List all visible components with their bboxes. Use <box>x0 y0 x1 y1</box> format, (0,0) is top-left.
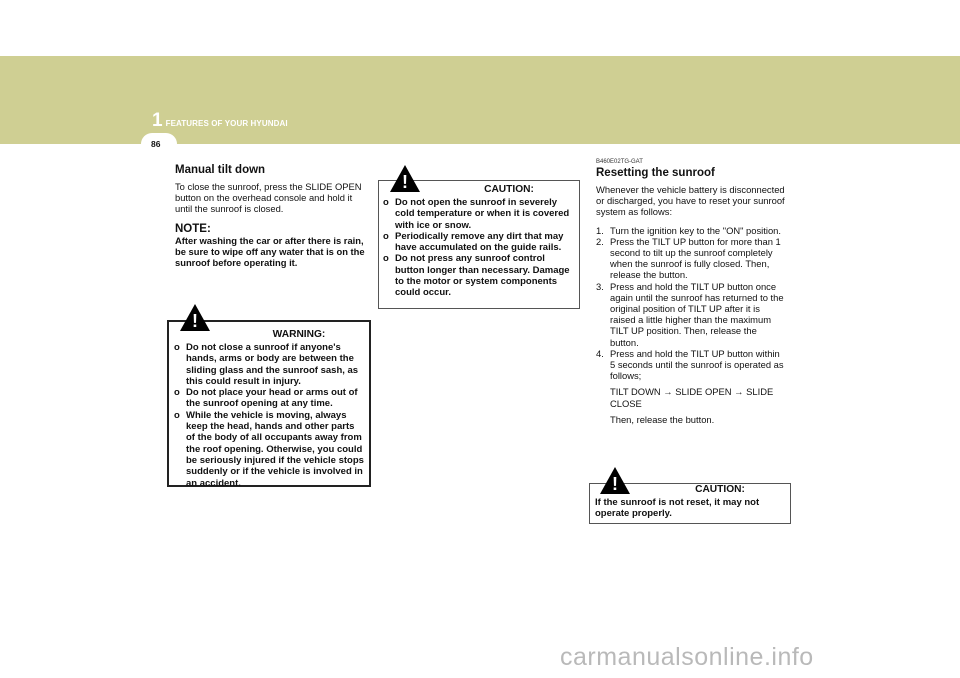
running-header <box>152 110 288 132</box>
list-item <box>596 236 786 281</box>
bullet-marker: o <box>174 387 180 399</box>
list-item <box>383 253 575 298</box>
list-item <box>174 387 364 410</box>
caution-title: CAUTION: <box>484 184 534 195</box>
watermark: carmanualsonline.info <box>560 643 814 671</box>
list-item-text: Do not open the sunroof in severely cold temperature or when it is covered with ice or snow. <box>395 197 570 231</box>
warning-title: WARNING: <box>272 329 326 340</box>
exclamation-icon: ! <box>402 172 408 192</box>
list-item <box>174 342 364 387</box>
list-item-text: Do not place your head or arms out of the sunroof opening at any time. <box>186 387 358 410</box>
body-paragraph: To close the sunroof, press the SLIDE OPEN button on the overhead console and hold it until the sunroof is closed. <box>175 181 362 215</box>
step-number: 3. <box>596 280 604 292</box>
exclamation-icon: ! <box>612 474 618 494</box>
bullet-marker: o <box>174 342 180 353</box>
step-text: Press and hold the TILT UP button within 5 seconds until the sunroof is operated as follows; <box>610 347 784 382</box>
list-item <box>596 281 786 348</box>
caution-text: If the sunroof is not reset, it may not operate properly. <box>595 497 760 520</box>
list-item-text: Do not close a sunroof if anyone's hands, arms or body are between the sliding glass and the sunroof sash, as this could result in injury. <box>186 342 359 387</box>
list-item-text: Do not press any sunroof control button longer than necessary. Damage to the motor or system components could occur. <box>395 253 570 299</box>
list-item <box>383 231 575 254</box>
step-text: Press and hold the TILT UP button once again until the sunroof has returned to the original position of TILT UP after it is raised a little higher than the maximum TILT UP position. Then, release the button. <box>610 280 784 348</box>
list-item <box>596 348 786 382</box>
operation-sequence: TILT DOWN → SLIDE OPEN → SLIDE CLOSE <box>610 386 774 409</box>
caution-title: CAUTION: <box>695 484 745 495</box>
caution-box <box>378 180 580 309</box>
page-number: 86 <box>151 139 161 149</box>
intro-paragraph: Whenever the vehicle battery is disconnected or discharged, you have to reset your sunroof system as follows: <box>596 184 785 218</box>
step-number: 2. <box>596 235 604 247</box>
column-3 <box>596 159 786 425</box>
warning-list <box>169 342 369 489</box>
list-item-text: Periodically remove any dirt that may have accumulated on the guide rails. <box>395 230 564 254</box>
warning-box <box>167 320 371 487</box>
chapter-title: FEATURES OF YOUR HYUNDAI <box>165 119 288 128</box>
section-heading: Resetting the sunroof <box>596 167 715 179</box>
bullet-marker: o <box>383 197 389 208</box>
bullet-marker: o <box>383 230 389 242</box>
column-1 <box>175 164 365 268</box>
list-item <box>596 225 786 236</box>
step-number: 4. <box>596 347 604 359</box>
chapter-number: 1 <box>152 110 163 131</box>
step-text: Turn the ignition key to the "ON" position. <box>610 224 781 236</box>
list-item <box>383 197 575 231</box>
release-text: Then, release the button. <box>610 413 715 425</box>
list-item <box>174 410 364 489</box>
exclamation-icon: ! <box>192 311 198 331</box>
step-text: Press the TILT UP button for more than 1 second to tilt up the sunroof completely when the sunroof is fully closed. Then, release the button. <box>610 235 781 281</box>
bullet-marker: o <box>174 409 180 421</box>
step-number: 1. <box>596 224 604 236</box>
steps-list <box>596 225 786 382</box>
section-heading: Manual tilt down <box>175 164 266 176</box>
section-code: B460E02TG-GAT <box>596 159 643 165</box>
list-item-text: While the vehicle is moving, always keep the head, hands and other parts of the body of all occupants away from the roof opening. Otherwise, you could be seriously injured if the vehicle stops suddenly or if the vehicle is involved in an accident. <box>186 409 364 489</box>
note-title: NOTE: <box>175 222 211 235</box>
note-text: After washing the car or after there is rain, be sure to wipe off any water that is on the sunroof before operating it. <box>175 234 365 269</box>
header-band <box>0 56 960 144</box>
caution-list <box>379 197 579 299</box>
bullet-marker: o <box>383 253 389 265</box>
